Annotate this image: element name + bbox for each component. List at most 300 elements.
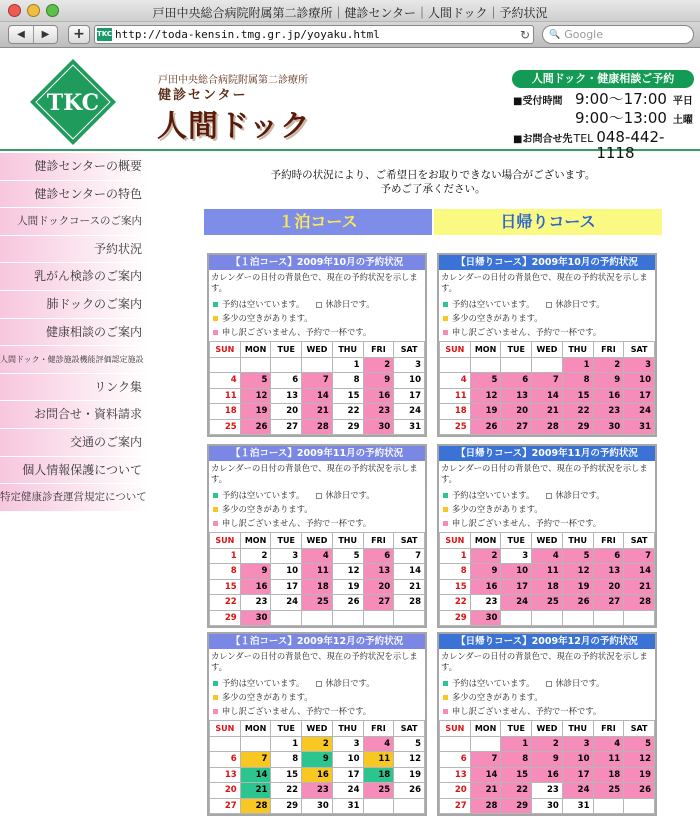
weekday-header: FRI [593, 721, 624, 737]
calendar-day-cell: 14 [532, 388, 563, 404]
calendar-day-cell: 9 [593, 373, 624, 389]
calendar-day-cell: 19 [240, 404, 271, 420]
calendar-day-cell: 20 [440, 783, 471, 799]
weekday-header: SUN [440, 342, 471, 358]
calendar-week-row [210, 357, 425, 373]
calendar-empty-cell [440, 357, 471, 373]
calendar-empty-cell [470, 736, 501, 752]
calendar-day-cell: 19 [394, 767, 425, 783]
nav-item-courses[interactable]: 人間ドックコースのご案内 [0, 208, 148, 236]
org-center-name: 健診センター [158, 88, 248, 103]
calendar-day-cell: 22 [440, 595, 471, 611]
weekday-header: FRI [593, 533, 624, 549]
calendar-day-cell: 27 [440, 798, 471, 814]
calendar-day-cell: 5 [332, 548, 363, 564]
weekday-header-row [440, 533, 655, 549]
calendar-week-row [440, 404, 655, 420]
calendar-week-row [440, 357, 655, 373]
calendar-empty-cell [624, 610, 655, 626]
calendar-day-cell: 20 [363, 579, 394, 595]
nav-item-overview[interactable]: 健診センターの概要 [0, 153, 148, 181]
calendar-week-row [210, 419, 425, 435]
weekday-header: FRI [363, 342, 394, 358]
calendar-day-cell: 12 [332, 564, 363, 580]
calendar-day-cell: 27 [501, 419, 532, 435]
calendar-title: 【日帰りコース】2009年10月の予約状況 [439, 255, 655, 270]
calendar-day-cell: 26 [562, 595, 593, 611]
calendar-day-cell: 14 [624, 564, 655, 580]
calendar-day-cell: 25 [532, 595, 563, 611]
calendar-day-cell: 13 [501, 388, 532, 404]
calendar-day-cell: 20 [593, 579, 624, 595]
calendar-day-cell: 2 [470, 548, 501, 564]
weekday-header: MON [470, 533, 501, 549]
legend-full-swatch [213, 709, 218, 714]
weekday-header: WED [532, 721, 563, 737]
calendar-week-row [440, 767, 655, 783]
calendar-day-cell: 23 [593, 404, 624, 420]
calendar-day-cell: 2 [532, 736, 563, 752]
calendar-day-cell: 5 [240, 373, 271, 389]
legend-few-text: 多少の空きがあります。 [222, 692, 313, 702]
calendar-grid [209, 720, 425, 814]
legend-open-swatch [213, 681, 218, 686]
calendar-day-cell: 9 [363, 373, 394, 389]
calendar-day-cell: 31 [624, 419, 655, 435]
search-placeholder: Google [564, 28, 604, 41]
calendar-day-cell: 28 [240, 798, 271, 814]
calendar-day-cell: 11 [440, 388, 471, 404]
calendar-day-cell: 19 [562, 579, 593, 595]
weekday-header-row [210, 533, 425, 549]
calendar-day-cell: 13 [210, 767, 241, 783]
legend-open-swatch [213, 493, 218, 498]
calendar-legend [209, 294, 425, 339]
calendar-description: カレンダーの日付の背景色で、現在の予約状況を示します。 [441, 651, 648, 672]
calendar-grid [209, 341, 425, 435]
calendar-empty-cell [394, 610, 425, 626]
calendar-day-cell: 8 [271, 752, 302, 768]
calendar-week-row [210, 373, 425, 389]
calendar-day-cell: 27 [593, 595, 624, 611]
calendar-day-cell: 16 [302, 767, 333, 783]
calendar-day-cell: 26 [394, 783, 425, 799]
weekday-label: 平日 [672, 96, 693, 107]
calendar-day-cell: 13 [593, 564, 624, 580]
calendar-day-cell: 2 [240, 548, 271, 564]
legend-open-text: 予約は空いています。 [222, 678, 305, 688]
calendar-day-cell: 6 [501, 373, 532, 389]
forward-arrow-icon: ▶ [41, 29, 50, 40]
calendar-day-cell: 1 [210, 548, 241, 564]
back-arrow-icon: ◀ [17, 29, 25, 40]
calendar-day-cell: 30 [532, 798, 563, 814]
legend-few-swatch [213, 695, 218, 700]
calendar-day-cell: 10 [332, 752, 363, 768]
nav-item-regulations[interactable]: 特定健康診査運営規定について [0, 484, 148, 512]
calendar-day-cell: 6 [363, 548, 394, 564]
calendar-title: 【１泊コース】2009年12月の予約状況 [209, 634, 425, 649]
url-text[interactable]: http://toda-kensin.tmg.gr.jp/yoyaku.html [115, 28, 380, 41]
legend-few-text: 多少の空きがあります。 [452, 504, 543, 514]
legend-full-swatch [443, 330, 448, 335]
calendar-empty-cell [332, 610, 363, 626]
calendar-empty-cell [470, 357, 501, 373]
weekday-header: SUN [440, 533, 471, 549]
back-button[interactable] [9, 26, 33, 43]
calendar-day-cell: 24 [271, 595, 302, 611]
calendar-day-cell: 20 [271, 404, 302, 420]
reload-icon[interactable]: ↻ [519, 27, 531, 42]
nav-item-lung-dock[interactable]: 肺ドックのご案内 [0, 291, 148, 319]
calendar-legend [209, 673, 425, 718]
calendar-empty-cell [240, 357, 271, 373]
calendar-empty-cell [363, 610, 394, 626]
calendar-day-cell: 31 [332, 798, 363, 814]
calendar-day-cell: 3 [332, 736, 363, 752]
calendar-day-cell: 25 [302, 595, 333, 611]
calendar-day-cell: 9 [240, 564, 271, 580]
calendar-week-row [210, 388, 425, 404]
legend-holiday-text: 休診日です。 [555, 490, 605, 500]
calendar-overnight-oct [207, 253, 427, 437]
overnight-course-header: １泊コース [204, 209, 432, 235]
favicon-icon: TKC [97, 28, 112, 41]
calendar-week-row [210, 595, 425, 611]
legend-holiday-swatch [546, 302, 552, 308]
legend-open-text: 予約は空いています。 [222, 490, 305, 500]
web-page [0, 49, 700, 817]
hours-saturday: 9:00〜13:00 [575, 109, 667, 127]
weekday-header-row [210, 721, 425, 737]
calendar-day-cell: 4 [593, 736, 624, 752]
weekday-header: MON [470, 342, 501, 358]
calendar-day-nov [437, 444, 657, 628]
calendar-empty-cell [593, 610, 624, 626]
calendar-empty-cell [302, 610, 333, 626]
calendar-day-cell: 11 [302, 564, 333, 580]
legend-full-text: 申し訳ございません、予約で一杯です。 [222, 327, 372, 337]
calendar-day-cell: 9 [532, 752, 563, 768]
phone-number: 048-442-1118 [596, 128, 665, 162]
calendar-day-cell: 21 [624, 579, 655, 595]
calendar-day-cell: 23 [363, 404, 394, 420]
calendar-grid [439, 532, 655, 626]
site-title: 人間ドック [157, 109, 311, 144]
calendar-week-row [440, 752, 655, 768]
window-title: 戸田中央総合病院附属第二診療所｜健診センター｜人間ドック｜予約状況 [152, 6, 548, 20]
legend-open-swatch [443, 493, 448, 498]
calendar-empty-cell [394, 798, 425, 814]
legend-full-swatch [213, 330, 218, 335]
calendar-day-cell: 17 [271, 579, 302, 595]
calendar-day-cell: 5 [562, 548, 593, 564]
weekday-header: TUE [271, 533, 302, 549]
calendar-day-cell: 21 [302, 404, 333, 420]
calendar-day-cell: 29 [440, 610, 471, 626]
calendar-day-cell: 26 [470, 419, 501, 435]
calendar-day-cell: 16 [532, 767, 563, 783]
calendar-day-cell: 14 [470, 767, 501, 783]
calendar-day-cell: 4 [302, 548, 333, 564]
calendar-week-row [440, 388, 655, 404]
calendar-day-cell: 10 [501, 564, 532, 580]
calendar-day-cell: 23 [240, 595, 271, 611]
weekday-header: WED [302, 721, 333, 737]
calendar-day-cell: 16 [240, 579, 271, 595]
weekday-header: SUN [210, 342, 241, 358]
calendar-day-cell: 5 [394, 736, 425, 752]
weekday-header: WED [532, 533, 563, 549]
calendar-day-cell: 22 [501, 783, 532, 799]
contact-info [513, 91, 700, 161]
calendar-day-cell: 21 [394, 579, 425, 595]
calendar-day-cell: 20 [210, 783, 241, 799]
calendar-day-cell: 20 [501, 404, 532, 420]
nav-item-access[interactable]: 交通のご案内 [0, 429, 148, 457]
calendar-day-cell: 22 [271, 783, 302, 799]
calendar-day-cell: 2 [302, 736, 333, 752]
calendar-day-cell: 27 [363, 595, 394, 611]
calendar-day-cell: 17 [562, 767, 593, 783]
nav-item-features[interactable]: 健診センターの特色 [0, 181, 148, 209]
legend-holiday-text: 休診日です。 [555, 678, 605, 688]
legend-full-text: 申し訳ございません、予約で一杯です。 [222, 706, 372, 716]
calendar-week-row [210, 752, 425, 768]
calendar-day-cell: 30 [302, 798, 333, 814]
calendar-day-cell: 24 [562, 783, 593, 799]
calendar-day-cell: 21 [470, 783, 501, 799]
weekday-header: TUE [501, 721, 532, 737]
calendar-day-cell: 9 [470, 564, 501, 580]
weekday-header: SAT [624, 721, 655, 737]
consult-badge: 人間ドック・健康相談ご予約 [512, 70, 694, 88]
weekday-header: TUE [501, 533, 532, 549]
calendar-day-cell: 25 [210, 419, 241, 435]
calendar-week-row [440, 610, 655, 626]
calendar-day-cell: 8 [210, 564, 241, 580]
calendar-day-cell: 18 [440, 404, 471, 420]
calendar-week-row [440, 373, 655, 389]
calendar-day-cell: 24 [624, 404, 655, 420]
calendar-day-cell: 6 [210, 752, 241, 768]
forward-button[interactable] [33, 26, 57, 43]
calendar-day-cell: 4 [532, 548, 563, 564]
legend-full-text: 申し訳ございません、予約で一杯です。 [452, 706, 602, 716]
legend-holiday-swatch [546, 681, 552, 687]
weekday-header: THU [332, 342, 363, 358]
calendar-day-cell: 25 [593, 783, 624, 799]
calendar-empty-cell [562, 610, 593, 626]
legend-holiday-swatch [316, 493, 322, 499]
add-bookmark-button[interactable] [68, 25, 90, 44]
nav-buttons [8, 25, 58, 44]
calendar-day-cell: 16 [363, 388, 394, 404]
day-course-header: 日帰りコース [434, 209, 662, 235]
calendar-description: カレンダーの日付の背景色で、現在の予約状況を示します。 [211, 463, 418, 484]
weekday-header: SUN [210, 721, 241, 737]
calendar-day-cell: 10 [624, 373, 655, 389]
legend-holiday-text: 休診日です。 [325, 678, 375, 688]
calendar-day-cell: 3 [562, 736, 593, 752]
calendar-day-cell: 3 [624, 357, 655, 373]
contact-label: ■お問合せ先 [513, 134, 573, 145]
legend-full-swatch [213, 521, 218, 526]
nav-item-reservation-status[interactable]: 予約状況 [0, 236, 148, 264]
calendar-day-cell: 27 [271, 419, 302, 435]
calendar-day-cell: 28 [532, 419, 563, 435]
calendar-week-row [440, 419, 655, 435]
calendar-day-cell: 14 [240, 767, 271, 783]
calendar-description: カレンダーの日付の背景色で、現在の予約状況を示します。 [441, 272, 648, 293]
calendar-day-cell: 30 [363, 419, 394, 435]
weekday-header: THU [562, 342, 593, 358]
calendar-day-cell: 17 [332, 767, 363, 783]
nav-item-privacy[interactable]: 個人情報保護について [0, 457, 148, 485]
calendar-empty-cell [532, 357, 563, 373]
calendar-overnight-dec [207, 632, 427, 816]
calendar-grid [439, 341, 655, 435]
nav-item-certification[interactable]: 人間ドック・健診施設機能評価認定施設 [0, 346, 148, 374]
calendar-day-cell: 2 [593, 357, 624, 373]
weekday-header: SUN [210, 533, 241, 549]
calendar-day-cell: 3 [271, 548, 302, 564]
calendar-day-cell: 23 [302, 783, 333, 799]
calendar-day-cell: 9 [302, 752, 333, 768]
calendar-day-cell: 18 [363, 767, 394, 783]
calendar-day-cell: 7 [240, 752, 271, 768]
nav-item-health-consult[interactable]: 健康相談のご案内 [0, 319, 148, 347]
calendar-empty-cell [271, 357, 302, 373]
browser-toolbar [0, 22, 700, 48]
legend-holiday-text: 休診日です。 [325, 299, 375, 309]
weekday-header: FRI [363, 533, 394, 549]
search-field[interactable] [542, 25, 694, 44]
calendar-day-cell: 23 [470, 595, 501, 611]
weekday-header: THU [562, 533, 593, 549]
weekday-header: WED [302, 533, 333, 549]
weekday-header: SAT [624, 342, 655, 358]
calendar-empty-cell [271, 610, 302, 626]
calendar-day-cell: 30 [470, 610, 501, 626]
calendar-grid [439, 720, 655, 814]
calendar-day-cell: 5 [470, 373, 501, 389]
weekday-header: MON [240, 342, 271, 358]
calendar-legend [439, 294, 655, 339]
calendar-day-cell: 29 [501, 798, 532, 814]
weekday-header: FRI [363, 721, 394, 737]
saturday-label: 土曜 [672, 115, 693, 126]
org-subtitle: 戸田中央総合病院附属第二診療所 [158, 75, 308, 86]
calendar-day-cell: 18 [302, 579, 333, 595]
calendar-title: 【日帰りコース】2009年11月の予約状況 [439, 446, 655, 461]
calendar-day-cell: 29 [210, 610, 241, 626]
calendar-day-cell: 1 [501, 736, 532, 752]
nav-item-contact[interactable]: お問合せ・資料請求 [0, 401, 148, 429]
calendar-day-cell: 30 [240, 610, 271, 626]
weekday-header-row [440, 721, 655, 737]
calendar-legend [439, 485, 655, 530]
calendar-day-cell: 19 [332, 579, 363, 595]
calendar-empty-cell [501, 357, 532, 373]
calendar-day-cell: 29 [562, 419, 593, 435]
address-bar[interactable] [94, 25, 534, 44]
calendar-day-cell: 31 [562, 798, 593, 814]
calendar-description: カレンダーの日付の背景色で、現在の予約状況を示します。 [211, 651, 418, 672]
calendar-day-cell: 18 [593, 767, 624, 783]
calendar-week-row [210, 783, 425, 799]
calendar-week-row [210, 798, 425, 814]
calendar-day-cell: 26 [332, 595, 363, 611]
calendar-day-cell: 11 [210, 388, 241, 404]
calendar-day-cell: 6 [440, 752, 471, 768]
site-header [0, 49, 700, 162]
calendar-day-cell: 26 [624, 783, 655, 799]
calendar-day-cell: 17 [394, 388, 425, 404]
calendar-description: カレンダーの日付の背景色で、現在の予約状況を示します。 [211, 272, 418, 293]
calendar-week-row [210, 610, 425, 626]
calendar-day-cell: 13 [363, 564, 394, 580]
sidebar-nav [0, 153, 148, 512]
legend-full-text: 申し訳ございません、予約で一杯です。 [222, 518, 372, 528]
calendar-day-cell: 15 [440, 579, 471, 595]
nav-item-links[interactable]: リンク集 [0, 374, 148, 402]
calendar-day-cell: 13 [271, 388, 302, 404]
tkc-logo[interactable] [28, 57, 118, 147]
calendar-day-cell: 6 [593, 548, 624, 564]
legend-full-text: 申し訳ございません、予約で一杯です。 [452, 327, 602, 337]
calendar-day-cell: 25 [363, 783, 394, 799]
weekday-header: MON [240, 721, 271, 737]
calendar-day-cell: 16 [593, 388, 624, 404]
window-titlebar [0, 0, 700, 22]
calendar-day-cell: 1 [562, 357, 593, 373]
calendar-day-cell: 3 [394, 357, 425, 373]
weekday-header: SAT [394, 342, 425, 358]
calendar-day-cell: 25 [440, 419, 471, 435]
calendar-empty-cell [624, 798, 655, 814]
calendar-day-cell: 7 [624, 548, 655, 564]
nav-item-breast-cancer[interactable]: 乳がん検診のご案内 [0, 263, 148, 291]
plus-icon: + [73, 26, 85, 42]
calendar-day-cell: 6 [271, 373, 302, 389]
legend-few-swatch [213, 316, 218, 321]
calendar-empty-cell [532, 610, 563, 626]
calendar-day-cell: 4 [363, 736, 394, 752]
calendar-day-cell: 23 [532, 783, 563, 799]
calendar-title: 【１泊コース】2009年11月の予約状況 [209, 446, 425, 461]
calendar-empty-cell [302, 357, 333, 373]
calendar-week-row [210, 579, 425, 595]
calendar-day-cell: 5 [624, 736, 655, 752]
calendar-day-cell: 24 [394, 404, 425, 420]
weekday-header-row [440, 342, 655, 358]
legend-holiday-text: 休診日です。 [555, 299, 605, 309]
legend-few-swatch [443, 316, 448, 321]
calendar-day-cell: 10 [562, 752, 593, 768]
calendar-day-cell: 17 [624, 388, 655, 404]
calendar-week-row [210, 564, 425, 580]
calendar-day-cell: 8 [440, 564, 471, 580]
calendar-empty-cell [210, 357, 241, 373]
calendar-day-cell: 12 [562, 564, 593, 580]
legend-full-text: 申し訳ございません、予約で一杯です。 [452, 518, 602, 528]
calendar-day-cell: 15 [271, 767, 302, 783]
calendar-day-dec [437, 632, 657, 816]
calendar-day-cell: 29 [271, 798, 302, 814]
calendar-empty-cell [363, 798, 394, 814]
legend-few-swatch [443, 695, 448, 700]
